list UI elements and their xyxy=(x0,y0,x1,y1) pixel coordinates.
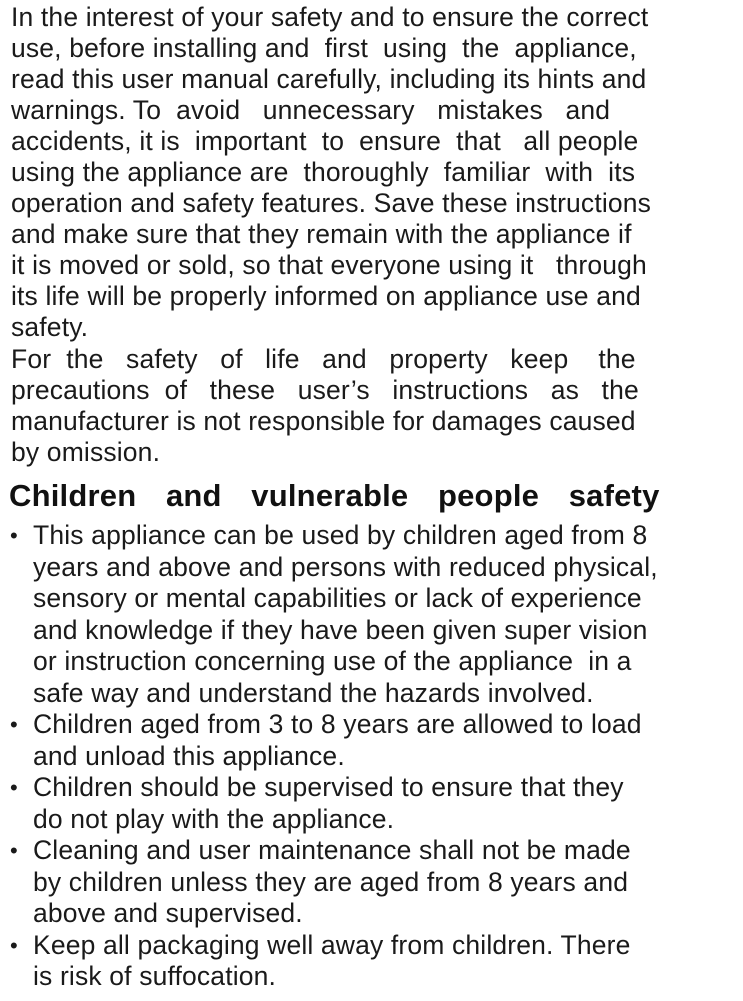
text-line: by omission. xyxy=(11,437,161,467)
bullet-icon: • xyxy=(10,838,18,863)
text-line: do not play with the appliance. xyxy=(33,803,395,834)
text-line: Children aged from 3 to 8 years are allowed to load xyxy=(33,709,642,739)
bullet-item xyxy=(0,772,743,835)
text-line: its life will be properly informed on appliance use and xyxy=(11,281,641,311)
text-line: warnings. To avoid unnecessary mistakes and xyxy=(11,95,611,125)
text-line: sensory or mental capabilities or lack of experience xyxy=(33,583,642,613)
text-line: it is moved or sold, so that everyone using it through xyxy=(11,250,647,280)
text-line: and make sure that they remain with the appliance if xyxy=(11,219,632,249)
text-line: years and above and persons with reduced physical, xyxy=(33,551,658,582)
text-line: safety. xyxy=(11,312,89,342)
bullet-item xyxy=(0,930,743,993)
safety-bullet-list xyxy=(0,520,743,993)
text-line: above and supervised. xyxy=(33,898,303,928)
text-line: precautions of these user’s instructions as the xyxy=(11,375,639,405)
liability-paragraph xyxy=(11,344,739,468)
text-line: by children unless they are aged from 8 years and xyxy=(33,866,629,897)
text-line: This appliance can be used by children aged from 8 xyxy=(33,520,648,550)
section-heading: Children and vulnerable people safety xyxy=(9,478,660,513)
text-line: Cleaning and user maintenance shall not be made xyxy=(33,835,631,865)
bullet-icon: • xyxy=(10,523,18,548)
text-line: accidents, it is important to ensure that all people xyxy=(11,126,639,156)
bullet-icon: • xyxy=(10,775,18,800)
text-line: use, before installing and first using the appliance, xyxy=(11,33,637,63)
text-line: read this user manual carefully, including its hints and xyxy=(11,64,647,94)
bullet-icon: • xyxy=(10,932,18,958)
text-line: using the appliance are thoroughly familiar with its xyxy=(11,157,636,187)
text-line: is risk of suffocation. xyxy=(33,961,277,991)
text-line: For the safety of life and property keep the xyxy=(11,344,636,374)
bullet-icon: • xyxy=(10,712,18,737)
text-line: Keep all packaging well away from children. There xyxy=(33,929,631,960)
text-line: manufacturer is not responsible for damages caused xyxy=(11,406,636,436)
intro-paragraph xyxy=(11,2,739,343)
text-line: and knowledge if they have been given super vision xyxy=(33,614,648,645)
text-line: or instruction concerning use of the appliance in a xyxy=(33,646,632,676)
text-line: operation and safety features. Save these instructions xyxy=(11,188,652,218)
bullet-item xyxy=(0,709,743,772)
text-line: and unload this appliance. xyxy=(33,740,345,771)
bullet-item xyxy=(0,520,743,709)
text-line: In the interest of your safety and to ensure the correct xyxy=(11,2,649,32)
text-line: safe way and understand the hazards involved. xyxy=(33,677,594,708)
text-line: Children should be supervised to ensure that they xyxy=(33,772,624,802)
bullet-item xyxy=(0,835,743,930)
